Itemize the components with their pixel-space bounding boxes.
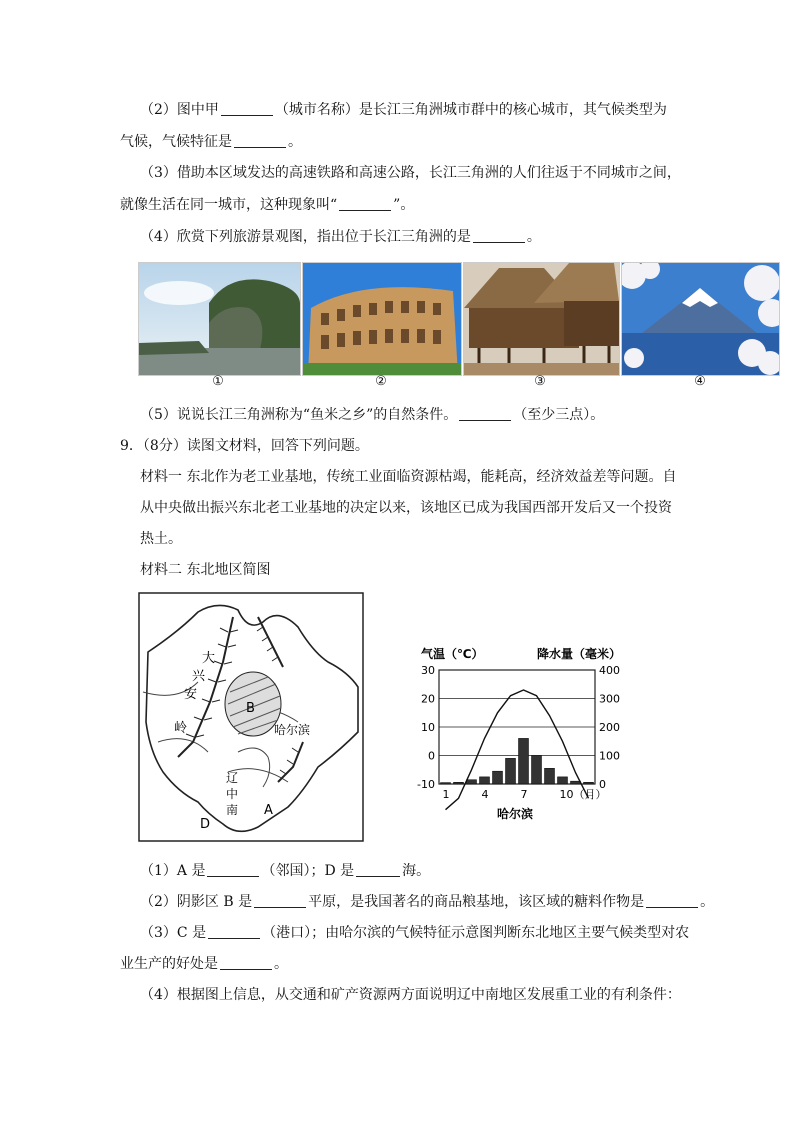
q9-title: 9．（8分）读图文材料，回答下列问题。 — [120, 438, 369, 454]
photo-label-1: ① — [212, 374, 224, 389]
answer-blank-sugar[interactable] — [646, 893, 698, 908]
map-label-D: D — [200, 817, 211, 832]
precip-bar — [545, 768, 555, 784]
photo-stilt-house — [463, 262, 620, 376]
precip-bar — [558, 777, 568, 784]
map-label-A: A — [264, 803, 273, 818]
harbin-climate-chart — [405, 642, 640, 822]
precip-axis-label: 降水量（毫米） — [537, 647, 622, 661]
photo-label-2: ② — [375, 374, 387, 389]
answer-blank[interactable] — [221, 101, 273, 116]
map-label-nan: 南 — [226, 803, 239, 817]
northeast-china-map — [138, 592, 364, 842]
precip-tick-label: 100 — [599, 749, 620, 763]
precip-bar — [571, 781, 581, 784]
photo-label-4: ④ — [694, 374, 706, 389]
answer-blank[interactable] — [234, 133, 286, 148]
precip-tick-label: 400 — [599, 664, 620, 677]
answer-blank-D[interactable] — [356, 862, 400, 877]
precip-bar — [519, 738, 529, 784]
photo-label-3: ③ — [534, 374, 546, 389]
photo-elephant-trunk-hill — [138, 262, 301, 376]
q9-2-line: （2）阴影区 B 是 平原，是我国著名的商品粮基地，该区域的糖料作物是 。 — [140, 894, 715, 910]
precip-bar — [454, 782, 464, 784]
q9-3-line2: 业生产的好处是 。 — [120, 956, 288, 972]
precip-tick-label: 300 — [599, 692, 620, 706]
temp-tick-label: 10 — [421, 721, 435, 734]
temp-tick-label: 0 — [428, 749, 435, 763]
material-1-line2: 从中央做出振兴东北老工业基地的决定以来，该地区已成为我国西部开发后又一个投资 — [140, 500, 672, 516]
map-label-harbin: 哈尔滨 — [274, 723, 311, 737]
precip-tick-label: 0 — [599, 778, 606, 791]
temp-axis-label: 气温（℃） — [421, 647, 484, 661]
precip-bar — [467, 780, 477, 784]
answer-blank-B[interactable] — [254, 893, 306, 908]
q8-3-line1: （3）借助本区域发达的高速铁路和高速公路，长江三角洲的人们往返于不同城市之间， — [140, 165, 681, 181]
answer-blank-A[interactable] — [207, 862, 259, 877]
q8-2-line1: （2）图中甲 （城市名称）是长江三角洲城市群中的核心城市，其气候类型为 — [140, 102, 667, 118]
q9-4-line: （4）根据图上信息，从交通和矿产资源两方面说明辽中南地区发展重工业的有利条件： — [140, 987, 681, 1003]
precip-bar — [493, 771, 503, 784]
precip-tick-label: 200 — [599, 721, 620, 734]
answer-blank[interactable] — [339, 196, 391, 211]
answer-blank-C[interactable] — [208, 924, 260, 939]
q8-2-line2: 气候，气候特征是 。 — [120, 134, 302, 150]
q8-5-line: （5）说说长江三角洲称为“鱼米之乡”的自然条件。 （至少三点）。 — [140, 407, 605, 423]
precip-bar — [480, 777, 490, 784]
map-label-xing: 兴 — [192, 669, 206, 684]
material-1-line3: 热土。 — [140, 531, 182, 547]
map-label-B: B — [246, 701, 255, 716]
month-tick-label: 7 — [520, 788, 528, 801]
chart-caption: 哈尔滨 — [497, 807, 534, 821]
temp-tick-label: 20 — [421, 692, 435, 706]
map-label-da: 大 — [202, 651, 216, 666]
answer-blank[interactable] — [459, 406, 511, 421]
map-label-zhong: 中 — [226, 787, 239, 801]
temp-tick-label: -10 — [417, 778, 435, 791]
precip-bar — [506, 758, 516, 784]
q9-1-line: （1）A 是 （邻国）；D 是 海。 — [140, 863, 431, 879]
material-1-line1: 材料一 东北作为老工业基地，传统工业面临资源枯竭，能耗高，经济效益差等问题。自 — [140, 469, 677, 485]
q9-3-line1: （3）C 是 （港口）；由哈尔滨的气候特征示意图判断东北地区主要气候类型对农 — [140, 925, 690, 941]
q8-3-line2: 就像生活在同一城市，这种现象叫“ ”。 — [120, 197, 415, 213]
precip-bar — [584, 782, 594, 784]
photo-colosseum — [302, 262, 462, 376]
q8-4-line: （4）欣赏下列旅游景观图，指出位于长江三角洲的是 。 — [140, 229, 541, 245]
answer-blank-benefit[interactable] — [220, 955, 272, 970]
precip-bar — [441, 783, 451, 784]
precip-bar — [532, 756, 542, 785]
answer-blank[interactable] — [473, 228, 525, 243]
map-label-an: 安 — [184, 687, 198, 702]
month-tick-label: 4 — [481, 788, 489, 801]
month-tick-label: 1 — [442, 788, 450, 801]
temp-tick-label: 30 — [421, 664, 435, 677]
photo-mount-fuji — [621, 262, 780, 376]
map-label-ling: 岭 — [174, 721, 188, 736]
month-tick-label: 10（月） — [559, 788, 607, 801]
map-label-liao: 辽 — [226, 771, 239, 785]
material-2-line: 材料二 东北地区简图 — [140, 562, 271, 578]
